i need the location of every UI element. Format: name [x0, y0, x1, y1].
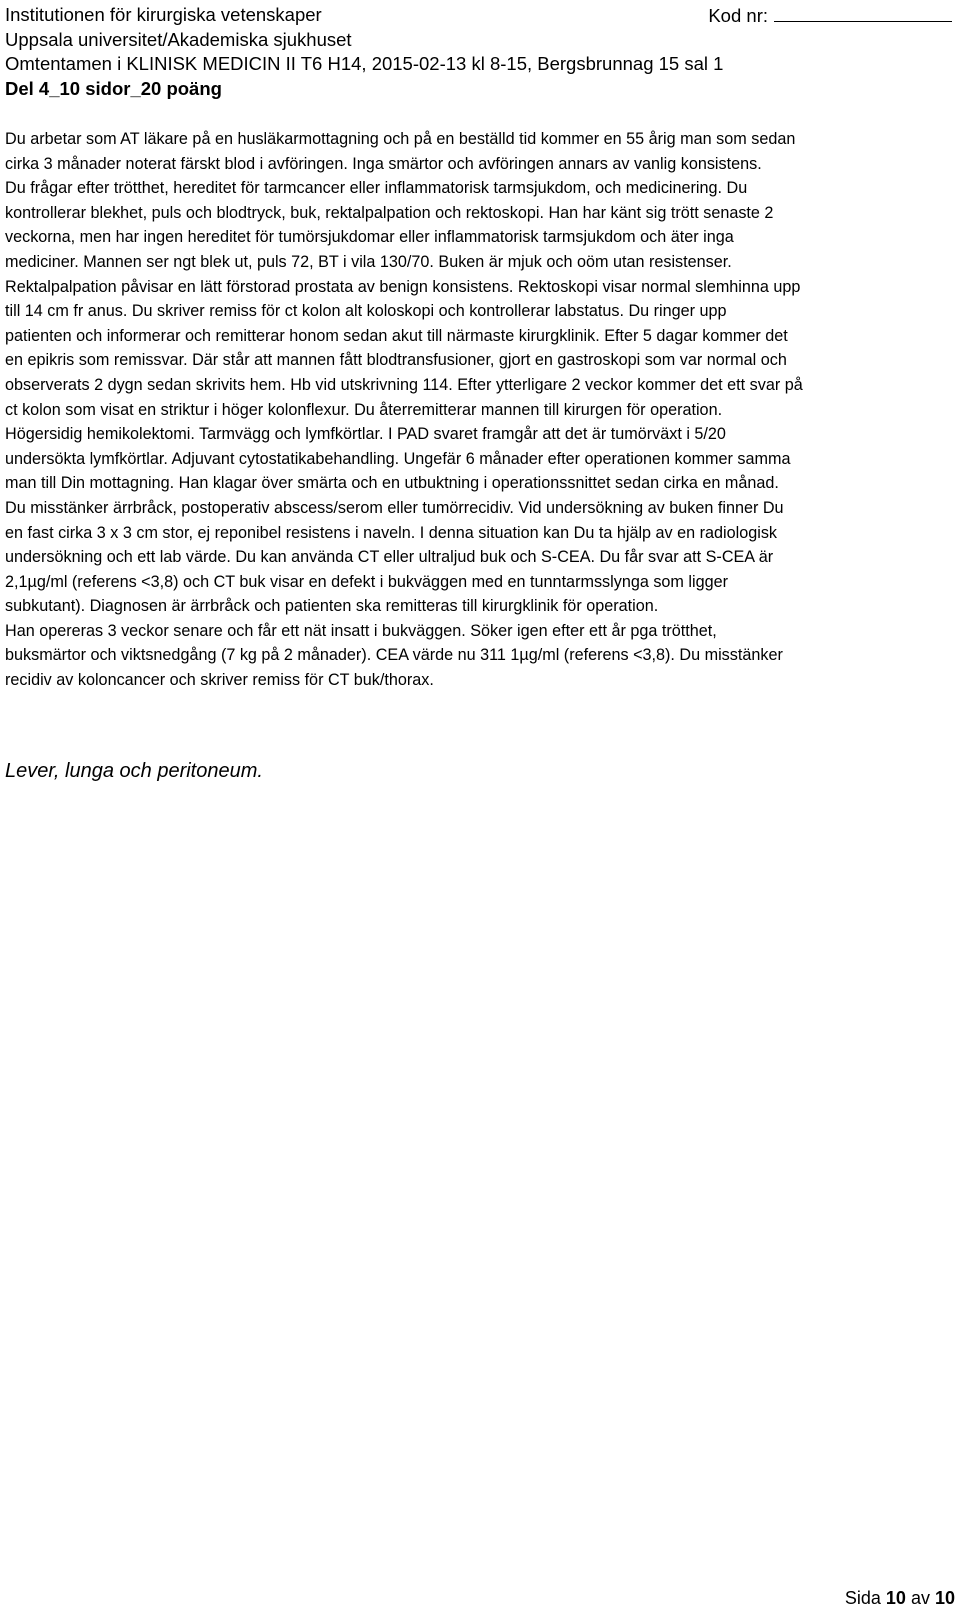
case-line: 2,1µg/ml (referens <3,8) och CT buk visar en defekt i bukväggen med en tunntarmsslynga som ligger [5, 572, 728, 591]
case-line: Rektalpalpation påvisar en lätt förstorad prostata av benign konsistens. Rektoskopi visar normal slemhinna upp [5, 277, 801, 296]
case-line: patienten och informerar och remitterar honom sedan akut till närmaste kirurgklinik. Efter 5 dagar kommer det [5, 326, 788, 345]
case-line: Högersidig hemikolektomi. Tarmvägg och lymfkörtlar. I PAD svaret framgår att det är tumörväxt i 5/20 [5, 425, 726, 444]
case-line: en epikris som remissvar. Där står att mannen fått blodtransfusioner, gjort en gastroskopi som var normal och [5, 351, 787, 370]
case-line: Du arbetar som AT läkare på en husläkarmottagning och på en beställd tid kommer en 55 årig man som sedan [5, 130, 796, 148]
case-line: Du misstänker ärrbråck, postoperativ abscess/serom eller tumörrecidiv. Vid undersökning av buken finner Du [5, 498, 784, 517]
case-line: subkutant). Diagnosen är ärrbråck och patienten ska remitteras till kirurgklinik för operation. [5, 597, 659, 616]
case-line: buksmärtor och viktsnedgång (7 kg på 2 månader). CEA värde nu 311 1µg/ml (referens <3,8). Du misstänker [5, 646, 783, 665]
case-line: recidiv av koloncancer och skriver remiss för CT buk/thorax. [5, 671, 434, 690]
answer-text: Lever, lunga och peritoneum. [5, 760, 263, 782]
case-line: mediciner. Mannen ser ngt blek ut, puls 72, BT i vila 130/70. Buken är mjuk och oöm utan resistenser. [5, 252, 732, 271]
case-line: en fast cirka 3 x 3 cm stor, ej reponibel resistens i naveln. I denna situation kan Du ta hjälp av en radiologisk [5, 523, 778, 542]
case-line: Han opereras 3 veckor senare och får ett nät insatt i bukväggen. Söker igen efter ett år pga trötthet, [5, 621, 717, 640]
case-line: undersökta lymfkörtlar. Adjuvant cytostatikabehandling. Ungefär 6 månader efter operationen kommer samma [5, 449, 791, 468]
case-line: ct kolon som visat en striktur i höger kolonflexur. Du återremitterar mannen till kirurgen för operation. [5, 400, 723, 419]
section-title: Del 4_10 sidor_20 poäng [5, 77, 222, 99]
code-number-field [708, 3, 952, 29]
exam-title: Omtentamen i KLINISK MEDICIN II T6 H14, 2015-02-13 kl 8-15, Bergsbrunnag 15 sal 1 [5, 53, 724, 74]
page-footer [845, 1588, 955, 1609]
page-number: 10 [885, 1588, 906, 1608]
university-name: Uppsala universitet/Akademiska sjukhuset [5, 28, 352, 50]
page-header [5, 3, 955, 101]
case-line: Du frågar efter trötthet, hereditet för tarmcancer eller inflammatorisk tarmsjukdom, och medicinering. Du [5, 179, 748, 198]
institution-name: Institutionen för kirurgiska vetenskaper [5, 4, 322, 25]
case-line: observerats 2 dygn sedan skrivits hem. Hb vid utskrivning 114. Efter ytterligare 2 veckor kommer det ett svar på [5, 375, 803, 394]
case-line: till 14 cm fr anus. Du skriver remiss för ct kolon alt koloskopi och kontrollerar labstatus. Du ringer upp [5, 302, 727, 321]
case-line: undersökning och ett lab värde. Du kan använda CT eller ultraljud buk och S-CEA. Du får svar att S-CEA är [5, 548, 774, 567]
case-line: veckorna, men har ingen hereditet för tumörsjukdomar eller inflammatorisk tarmsjukdom och äter inga [5, 228, 734, 247]
case-line: man till Din mottagning. Han klagar över smärta och en utbuktning i operationssnittet sedan cirka en månad. [5, 474, 779, 493]
page-total: 10 [934, 1588, 955, 1608]
page-label: Sida [844, 1588, 881, 1608]
code-number-blank [774, 3, 952, 22]
page-of-label: av [910, 1588, 930, 1608]
case-line: cirka 3 månader noterat färskt blod i avföringen. Inga smärtor och avföringen annars av vanlig konsistens. [5, 154, 762, 173]
code-number-label: Kod nr: [708, 5, 768, 26]
case-description [5, 127, 955, 693]
case-line: kontrollerar blekhet, puls och blodtryck, buk, rektalpalpation och rektoskopi. Han har känt sig trött senaste 2 [5, 203, 774, 222]
